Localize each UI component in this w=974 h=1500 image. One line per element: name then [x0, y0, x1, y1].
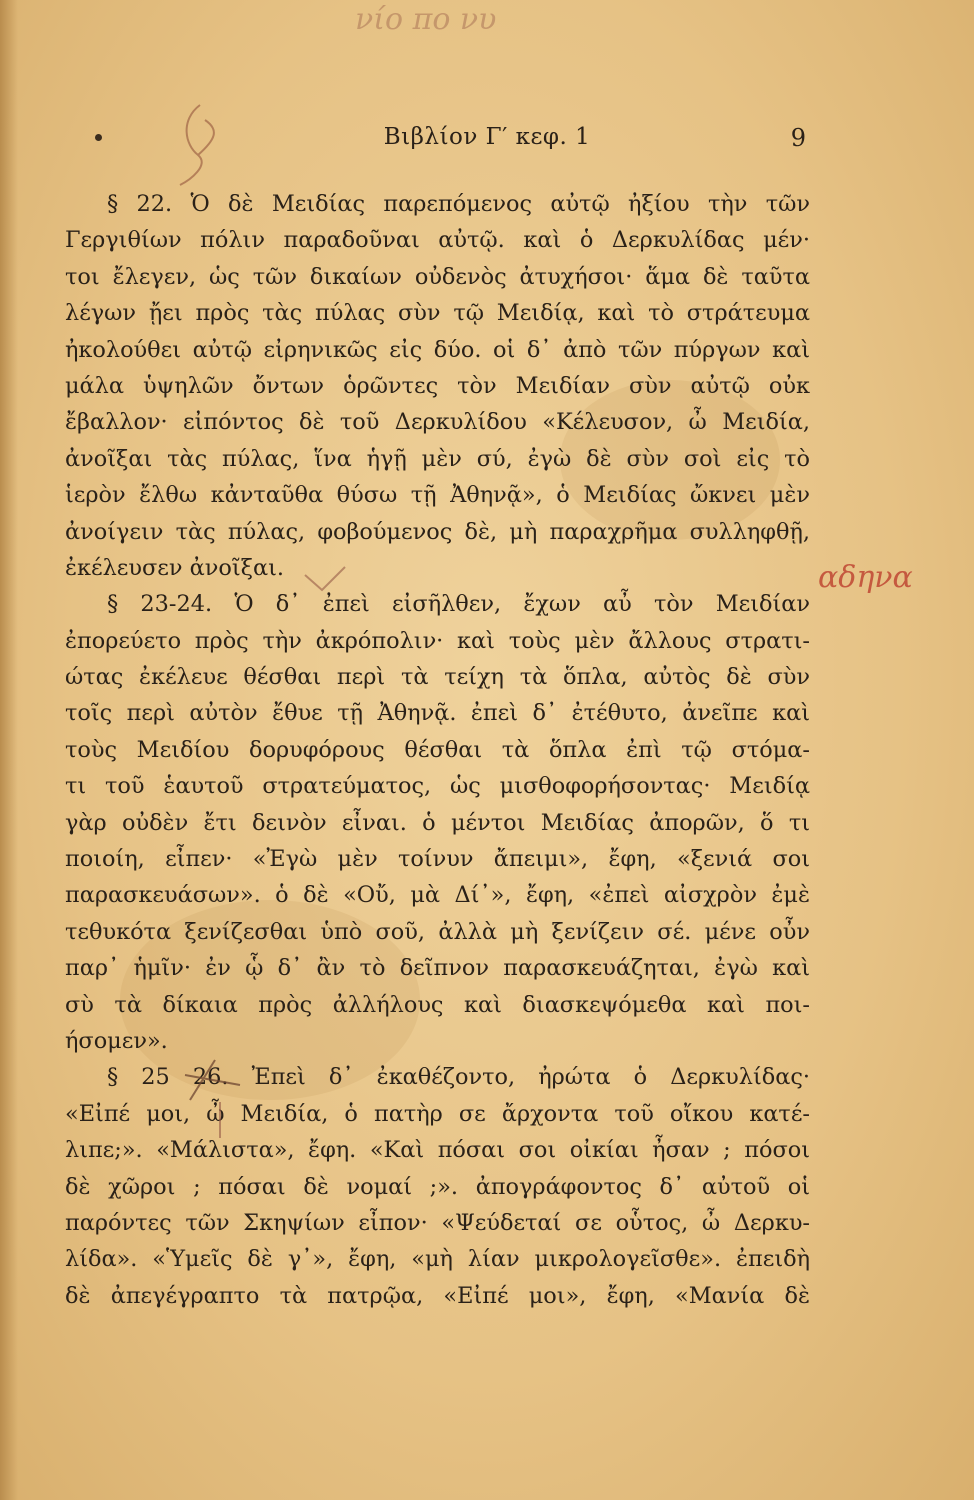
page-edge-shadow: [0, 0, 18, 1500]
text-line: λίδα». «Ὑμεῖς δὲ γ᾽», ἔφη, «μὴ λίαν μικρολογεῖσθε». ἐπειδὴ: [65, 1246, 810, 1273]
text-line: τεθυκότα ξενίζεσθαι ὑπὸ σοῦ, ἀλλὰ μὴ ξενίζειν σέ. μένε οὖν: [65, 918, 810, 945]
text-line: ἀνοίγειν τὰς πύλας, φοβούμενος δὲ, μὴ παραχρῆμα συλληφθῇ,: [65, 518, 810, 545]
page-header: [0, 122, 974, 162]
text-line: ἐκέλευσεν ἀνοῖξαι.: [65, 554, 284, 581]
pencil-bracket-mark: [210, 1100, 230, 1140]
text-line: παρ᾽ ἡμῖν· ἐν ᾧ δ᾽ ἂν τὸ δεῖπνον παρασκευάζηται, ἐγὼ καὶ: [65, 955, 810, 982]
pencil-cross-mark: [170, 1055, 250, 1105]
text-line: Γεργιθίων πόλιν παραδοῦναι αὐτῷ. καὶ ὁ Δερκυλίδας μέν·: [65, 227, 810, 254]
text-line: ἔβαλλον· εἰπόντος δὲ τοῦ Δερκυλίδου «Κέλευσον, ὦ Μειδία,: [65, 409, 810, 436]
text-line: τοι ἔλεγεν, ὡς τῶν δικαίων οὐδενὸς ἀτυχήσοι· ἅμα δὲ ταῦτα: [65, 263, 810, 290]
text-line: παρόντες τῶν Σκηψίων εἶπον· «Ψεύδεταί σε οὗτος, ὦ Δερκυ-: [65, 1209, 810, 1236]
text-line: § 25 26. Ἐπεὶ δ᾽ ἐκαθέζοντο, ἠρώτα ὁ Δερκυλίδας·: [107, 1064, 810, 1091]
text-line: σὺ τὰ δίκαια πρὸς ἀλλήλους καὶ διασκεψόμεθα καὶ ποι-: [65, 991, 810, 1018]
text-line: λιπε;». «Μάλιστα», ἔφη. «Καὶ πόσαι σοι οἰκίαι ἦσαν ; πόσοι: [65, 1137, 810, 1164]
text-line: δὲ χῶροι ; πόσαι δὲ νομαί ;». ἀπογράφοντος δ᾽ αὐτοῦ οἱ: [65, 1173, 810, 1200]
body-text: [65, 186, 810, 1314]
page-number: 9: [790, 124, 806, 152]
text-line: μάλα ὑψηλῶν ὄντων ὁρῶντες τὸν Μειδίαν σὺν αὐτῷ οὐκ: [65, 372, 810, 399]
text-line: ώτας ἐκέλευε θέσθαι περὶ τὰ τείχη τὰ ὅπλα, αὐτὸς δὲ σὺν: [65, 664, 810, 691]
text-line: τοῖς περὶ αὐτὸν ἔθυε τῇ Ἀθηνᾷ. ἐπεὶ δ᾽ ἐτέθυτο, ἀνεῖπε καὶ: [65, 700, 810, 727]
pencil-check-mark: [300, 565, 350, 595]
text-line: ἀνοῖξαι τὰς πύλας, ἵνα ἡγῇ μὲν σύ, ἐγὼ δὲ σὺν σοὶ εἰς τὸ: [65, 445, 810, 472]
text-line: τι τοῦ ἑαυτοῦ στρατεύματος, ὡς μισθοφορήσοντας· Μειδίᾳ: [65, 773, 810, 800]
text-line: γὰρ οὐδὲν ἔτι δεινὸν εἶναι. ὁ μέντοι Μειδίας ἀπορῶν, ὅ τι: [65, 809, 810, 836]
text-line: λέγων ᾔει πρὸς τὰς πύλας σὺν τῷ Μειδίᾳ, καὶ τὸ στράτευμα: [65, 300, 810, 327]
text-line: δὲ ἀπεγέγραπτο τὰ πατρῷα, «Εἰπέ μοι», ἔφη, «Μανία δὲ: [65, 1282, 810, 1309]
running-title: Βιβλίον Γ′ κεφ. 1: [383, 124, 591, 150]
text-line: ήσομεν».: [65, 1027, 168, 1054]
text-line: ἠκολούθει αὐτῷ εἰρηνικῶς εἰς δύο. οἱ δ᾽ ἀπὸ τῶν πύργων καὶ: [65, 336, 810, 363]
text-line: ἱερὸν ἔλθω κἀνταῦθα θύσω τῇ Ἀθηνᾷ», ὁ Μειδίας ὤκνει μὲν: [65, 482, 810, 509]
text-line: § 22. Ὁ δὲ Μειδίας παρεπόμενος αὐτῷ ἠξίου τὴν τῶν: [107, 191, 810, 217]
text-line: ἐπορεύετο πρὸς τὴν ἀκρόπολιν· καὶ τοὺς μὲν ἄλλους στρατι-: [65, 627, 810, 654]
text-line: ποιοίη, εἶπεν· «Ἐγὼ μὲν τοίνυν ἄπειμι», ἔφη, «ξενιά σοι: [65, 846, 810, 873]
top-pencil-scribble: νίο πο νυ: [355, 2, 497, 37]
text-line: παρασκευάσων». ὁ δὲ «Οὔ, μὰ Δί᾽», ἔφη, «ἐπεὶ αἰσχρὸν ἐμὲ: [65, 882, 810, 909]
text-line: «Εἰπέ μοι, ὦ Μειδία, ὁ πατὴρ σε ἄρχοντα τοῦ οἴκου κατέ-: [65, 1100, 810, 1127]
text-line: § 23-24. Ὁ δ᾽ ἐπεὶ εἰσῆλθεν, ἔχων αὖ τὸν Μειδίαν: [107, 591, 810, 618]
text-line: τοὺς Μειδίου δορυφόρους θέσθαι τὰ ὅπλα ἐπὶ τῷ στόμα-: [65, 736, 810, 763]
margin-note: αδηνα: [818, 560, 913, 595]
